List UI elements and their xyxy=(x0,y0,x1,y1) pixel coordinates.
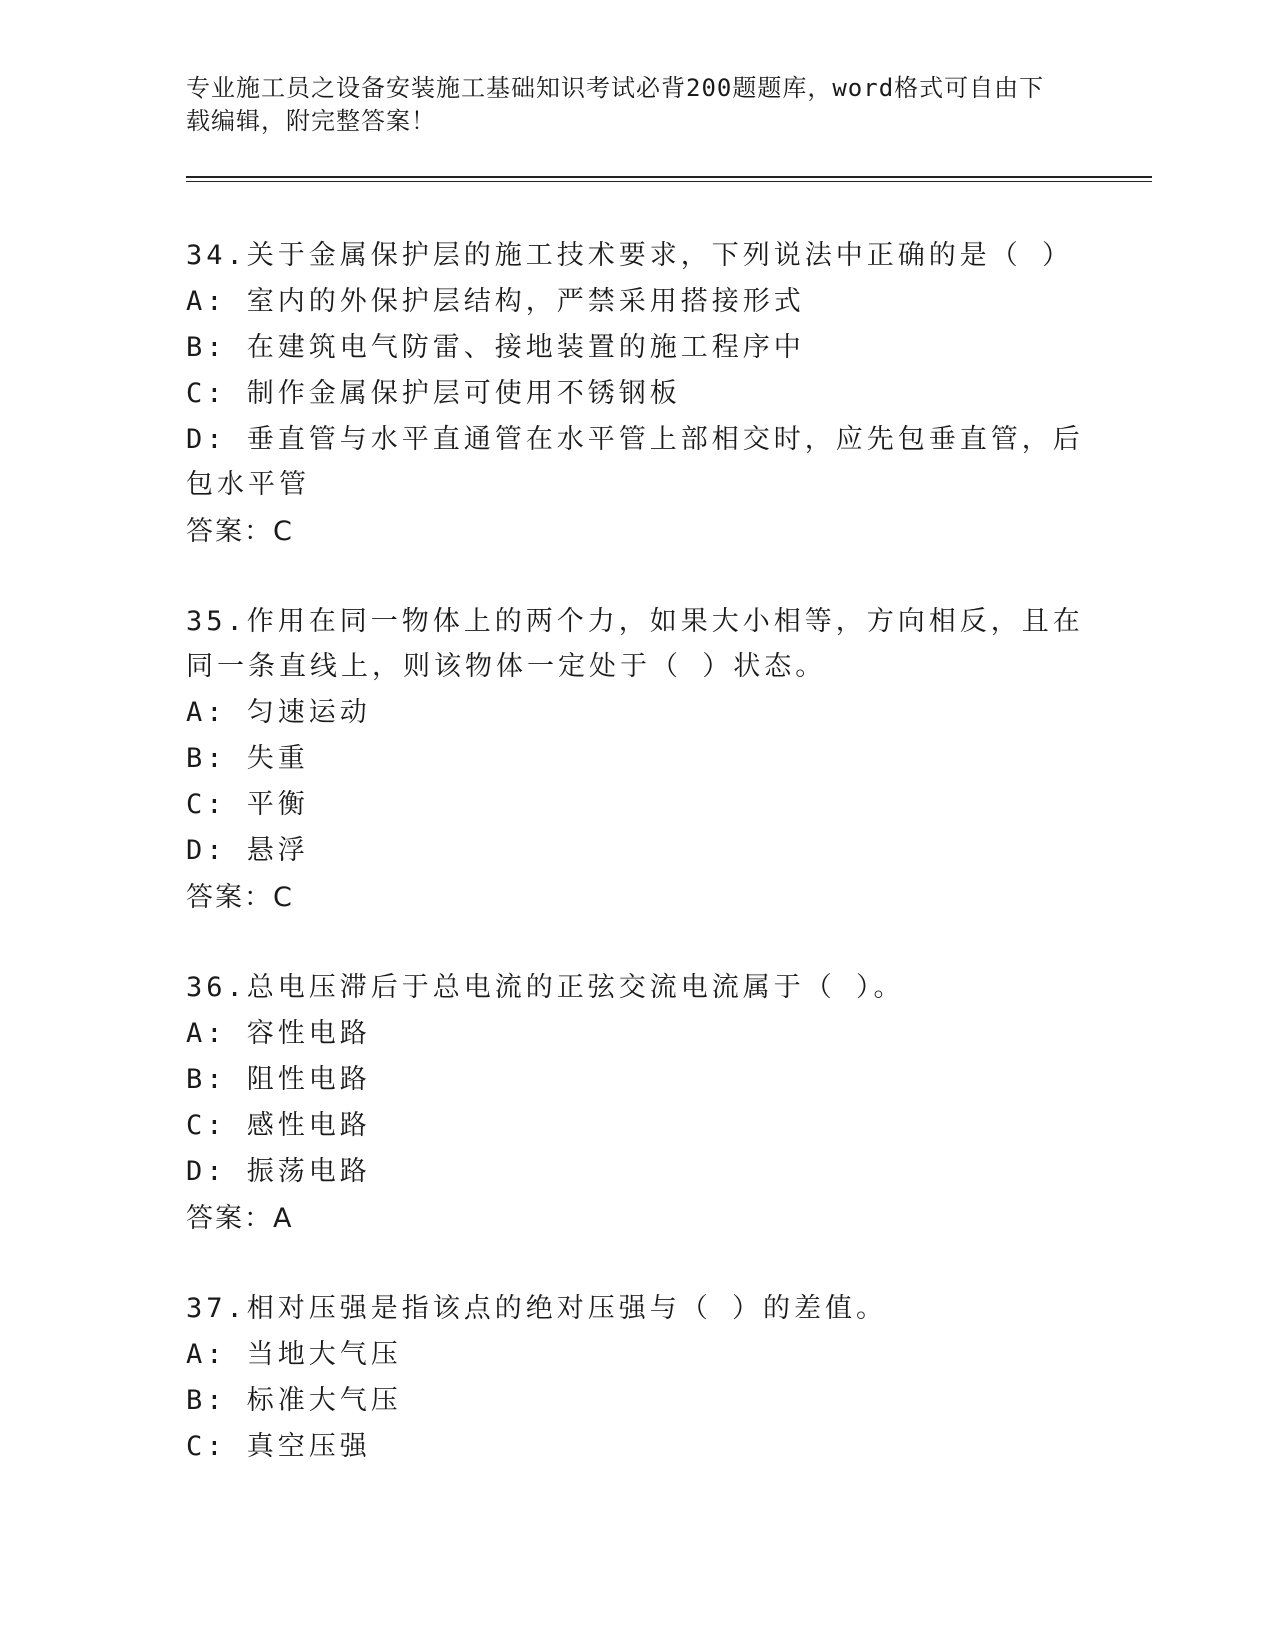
option-b: B: 失重 xyxy=(186,743,309,774)
option-a: A: 室内的外保护层结构，严禁采用搭接形式 xyxy=(186,286,805,317)
option-b: B: 在建筑电气防雷、接地装置的施工程序中 xyxy=(186,332,805,363)
question-34 xyxy=(186,233,1086,554)
option-a: A: 容性电路 xyxy=(186,1018,371,1049)
option-d: D: 垂直管与水平直通管在水平管上部相交时，应先包垂直管，后包水平管 xyxy=(186,424,1084,500)
answer: 答案：A xyxy=(186,1203,294,1234)
header-divider-thick xyxy=(186,176,1152,178)
answer: 答案：C xyxy=(186,882,294,913)
question-stem: 36.总电压滞后于总电流的正弦交流电流属于（ ）。 xyxy=(186,972,905,1003)
option-d: D: 悬浮 xyxy=(186,835,309,866)
option-d: D: 振荡电路 xyxy=(186,1156,371,1187)
answer: 答案：C xyxy=(186,516,294,547)
option-b: B: 标准大气压 xyxy=(186,1385,402,1416)
option-c: C: 感性电路 xyxy=(186,1110,371,1141)
option-a: A: 当地大气压 xyxy=(186,1339,402,1370)
question-37 xyxy=(186,1286,1086,1469)
question-stem: 35.作用在同一物体上的两个力，如果大小相等，方向相反，且在同一条直线上，则该物体一定处于（ ）状态。 xyxy=(186,606,1084,682)
option-a: A: 匀速运动 xyxy=(186,697,371,728)
document-header: 专业施工员之设备安装施工基础知识考试必背200题题库，word格式可自由下载编辑，附完整答案！ xyxy=(186,74,1045,135)
question-stem: 37.相对压强是指该点的绝对压强与（ ）的差值。 xyxy=(186,1293,888,1324)
option-c: C: 真空压强 xyxy=(186,1431,371,1462)
question-35 xyxy=(186,599,1086,920)
question-stem: 34.关于金属保护层的施工技术要求，下列说法中正确的是（ ） xyxy=(186,240,1074,271)
option-b: B: 阻性电路 xyxy=(186,1064,371,1095)
question-36 xyxy=(186,965,1086,1241)
option-c: C: 平衡 xyxy=(186,789,309,820)
option-c: C: 制作金属保护层可使用不锈钢板 xyxy=(186,378,681,409)
header-divider-thin xyxy=(186,181,1152,182)
